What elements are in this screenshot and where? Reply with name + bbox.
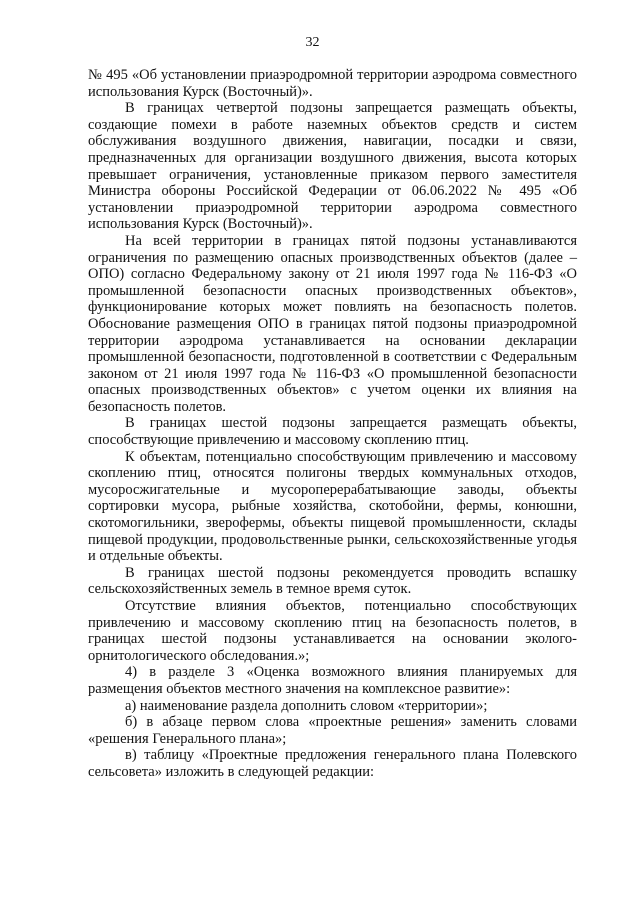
paragraph-item-4: 4) в разделе 3 «Оценка возможного влияния планируемых для размещения объектов местного значения на комплексное развитие»:	[88, 664, 577, 697]
paragraph-subzone-5: На всей территории в границах пятой подзоны устанавливаются ограничения по размещению опасных производственных объектов (далее – ОПО) согласно Федеральному закону от 21 июля 1997 года № 116-ФЗ «О промышленной безопасности опасных производственных объектов», функционирование которых может повлиять на безопасность полетов. Обоснование размещения ОПО в границах пятой подзоны приаэродромной территории аэродрома устанавливается на основании декларации промышленной безопасности, подготовленной в соответствии с Федеральным законом от 21 июля 1997 года № 116-ФЗ «О промышленной безопасности опасных производственных объектов» с учетом оценки их влияния на безопасность полетов.	[88, 232, 577, 415]
paragraph-ornithology: Отсутствие влияния объектов, потенциально способствующих привлечению и массовому скоплению птиц на безопасность полетов, в границах шестой подзоны устанавливается на основании эколого-орнитологического обследования.»;	[88, 598, 577, 664]
paragraph-continuation: № 495 «Об установлении приаэродромной территории аэродрома совместного использования Курск (Восточный)».	[88, 67, 577, 100]
paragraph-bird-objects: К объектам, потенциально способствующим привлечению и массовому скоплению птиц, относятся полигоны твердых коммунальных отходов, мусоросжигательные и мусороперерабатывающие заводы, объекты сортировки мусора, рыбные хозяйства, скотобойни, фермы, конюшни, скотомогильники, зверофермы, объекты пищевой промышленности, склады пищевой продукции, продовольственные рынки, сельскохозяйственные угодья и отдельные объекты.	[88, 448, 577, 565]
paragraph-item-b: б) в абзаце первом слова «проектные решения» заменить словами «решения Генерального плана»;	[88, 714, 577, 747]
paragraph-plowing: В границах шестой подзоны рекомендуется проводить вспашку сельскохозяйственных земель в темное время суток.	[88, 564, 577, 598]
document-body	[88, 67, 577, 781]
paragraph-subzone-4: В границах четвертой подзоны запрещается размещать объекты, создающие помехи в работе наземных объектов средств и систем обслуживания воздушного движения, навигации, посадки и связи, предназначенных для организации воздушного движения, высота которых превышает ограничения, установленные приказом первого заместителя Министра обороны Российской Федерации от 06.06.2022 № 495 «Об установлении приаэродромной территории аэродрома совместного использования Курск (Восточный)».	[88, 100, 577, 233]
paragraph-item-a: а) наименование раздела дополнить словом «территории»;	[125, 697, 488, 714]
paragraph-subzone-6-ban: В границах шестой подзоны запрещается размещать объекты, способствующие привлечению и массовому скоплению птиц.	[88, 415, 577, 449]
paragraph-item-c: в) таблицу «Проектные предложения генерального плана Полевского сельсовета» изложить в следующей редакции:	[88, 747, 577, 780]
page-number: 32	[305, 35, 320, 50]
